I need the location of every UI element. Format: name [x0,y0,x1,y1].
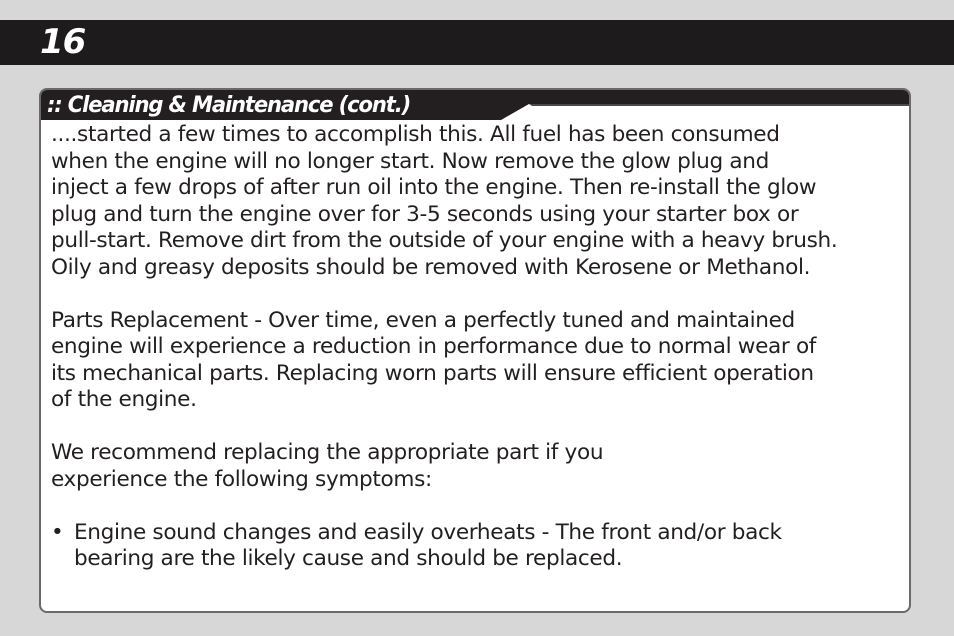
paragraph-recommendation: We recommend replacing the appropriate part if you experience the following symptoms: [51,440,604,492]
bullet-item [51,520,911,573]
section-title: :: Cleaning & Maintenance (cont.) [47,93,411,118]
page-number: 16 [40,22,86,62]
paragraph-cleaning: ....started a few times to accomplish this. All fuel has been consumed when the engine will no longer start. Now remove the glow plug and inject a few drops of after run oil into the engine. Then re-install the glow plug and turn the engine over for 3-5 seconds using your starter box or pull-start. Remove dirt from the outside of your engine with a heavy brush. Oily and greasy deposits should be removed with Kerosene or Methanol. [51,122,838,280]
page-header-bar [0,20,954,65]
bullet-text: Engine sound changes and easily overheats - The front and/or back bearing are the likely cause and should be replaced. [74,519,782,571]
content-panel [39,88,911,613]
body-text [51,122,911,573]
section-title-band [41,90,909,120]
bullet-mark: • [51,519,64,545]
paragraph-parts-replacement: Parts Replacement - Over time, even a perfectly tuned and maintained engine will experience a reduction in performance due to normal wear of its mechanical parts. Replacing worn parts will ensure efficient operation of the engine. [51,307,817,412]
